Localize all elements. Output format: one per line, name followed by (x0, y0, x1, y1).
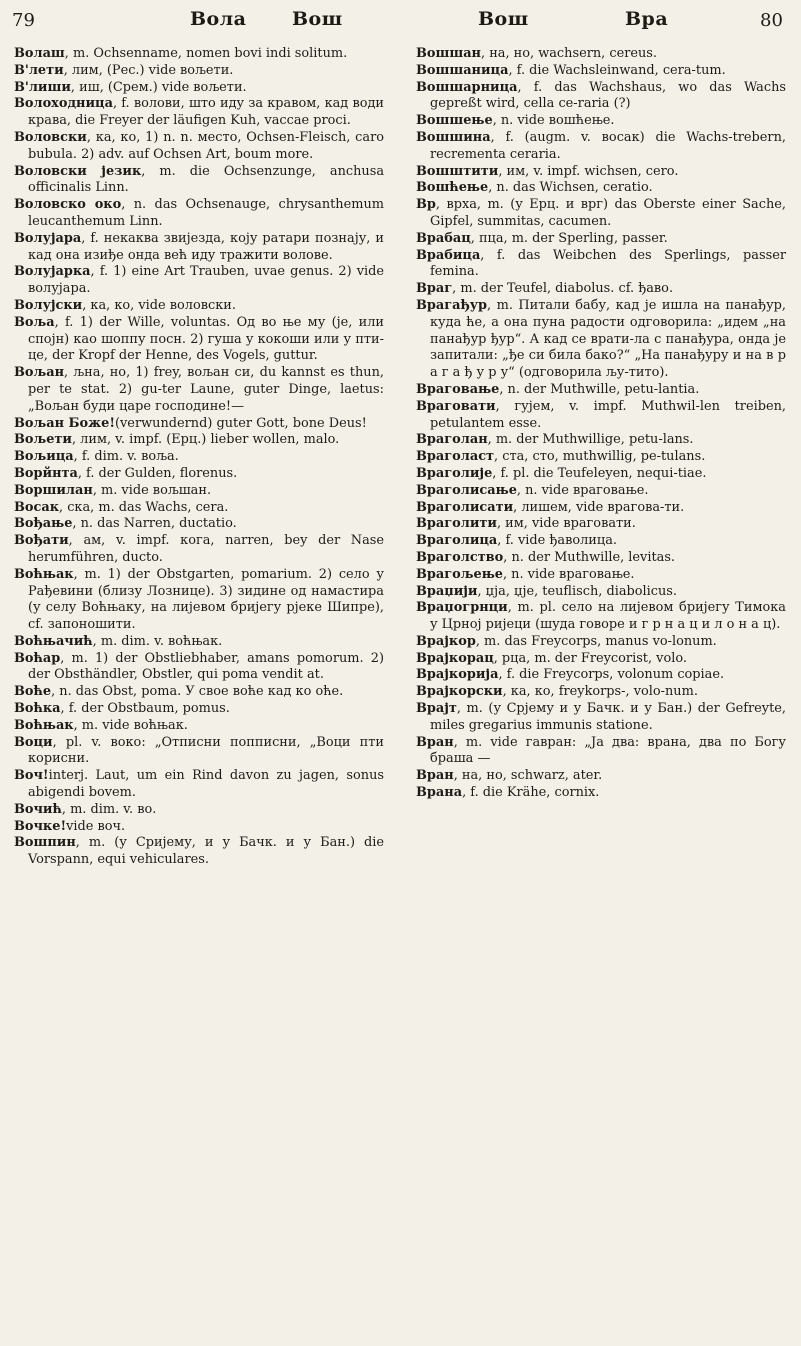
entry-definition: , n. vide враговање. (502, 566, 635, 582)
dictionary-entry (416, 667, 786, 684)
entry-headword: Вран (416, 768, 454, 784)
dictionary-entry (14, 432, 384, 449)
entry-headword: Враголан (416, 432, 488, 448)
entry-definition: , f. die Freycorps, volonum copiae. (498, 667, 725, 683)
entry-headword: Врајт (416, 701, 457, 717)
entry-headword: Врана (416, 785, 463, 801)
entry-definition: , f. der Gulden, florenus. (77, 465, 238, 481)
entry-definition: , f. pl. die Teufeleyen, nequi-tiae. (492, 465, 707, 481)
entry-definition: , n. vide враговање. (516, 482, 649, 498)
entry-headword: Вошшаница (416, 62, 509, 78)
dictionary-entry (14, 500, 384, 517)
page-header (0, 0, 801, 40)
dictionary-entry (416, 197, 786, 231)
dictionary-entry (14, 365, 384, 415)
entry-headword: Врајкор (416, 633, 476, 649)
entry-definition: , ка, ко, vide воловски. (82, 297, 236, 313)
dictionary-entry (14, 483, 384, 500)
entry-definition: , лим, (Рес.) vide вољети. (63, 62, 234, 78)
dictionary-entry (14, 63, 384, 80)
entry-headword: Воће (14, 684, 52, 700)
entry-headword: Врајкорија (416, 667, 499, 683)
entry-headword: Вошштити (416, 163, 499, 179)
entry-definition: , ста, сто, muthwillig, pe-tulans. (494, 449, 706, 465)
dictionary-entry (14, 416, 384, 433)
entry-headword: Вошпин (14, 835, 76, 851)
entry-definition: , m. vide гавран: „Ја два: врана, два по Богу браша — (430, 734, 786, 767)
entry-headword: Воци (14, 734, 53, 750)
entry-definition: , n. vide вошћење. (492, 113, 615, 129)
dictionary-entry (416, 231, 786, 248)
right-running-head-first: Вош (478, 8, 529, 30)
entry-definition: , m. Питали бабу, кад је ишла на панађур, куда ће, а она пуна радости одговорила: „идем „на панађур ђур“. А кад се врати-ла с панађура, онда је запитали: „ђе си била бако?“ „На панађуру и на в р а г а ђ у р у“ (одговорила љу-тито). (430, 297, 786, 381)
entry-definition: , им, vide враговати. (496, 516, 636, 532)
dictionary-entry (416, 399, 786, 433)
entry-definition: , им, v. impf. wichsen, cero. (498, 163, 679, 179)
dictionary-entry (14, 96, 384, 130)
entry-headword: Врагађур (416, 297, 488, 313)
entry-definition: , на, но, schwarz, ater. (453, 768, 603, 784)
dictionary-entry (14, 802, 384, 819)
entry-headword: Враголисати (416, 499, 514, 515)
dictionary-entry (416, 248, 786, 282)
entry-definition: , f. 1) der Wille, voluntas. Од во ње му (је, или спојн) као шоппу посн. 2) гуша у кокоши или у пти-це, der Kropf der Henne, des Vogels, guttur. (28, 314, 384, 364)
entry-definition: , лишем, vide врагова-ти. (513, 499, 685, 515)
entry-definition: , ка, ко, freykorps-, volo-num. (502, 684, 698, 700)
dictionary-entry (416, 516, 786, 533)
dictionary-entry (416, 113, 786, 130)
entry-headword: Враговање (416, 381, 500, 397)
entry-headword: Вођање (14, 516, 73, 532)
entry-definition: , m. (у Сријему, и у Бачк. и у Бан.) die Vorspann, equi vehiculares. (28, 835, 384, 868)
entry-headword: Вољан Боже! (14, 415, 115, 431)
entry-headword: Воловско око (14, 197, 122, 213)
dictionary-entry (416, 768, 786, 785)
entry-headword: Воч! (14, 768, 49, 784)
right-column (416, 46, 786, 1340)
entry-definition: , иш, (Срем.) vide вољети. (70, 79, 247, 95)
entry-headword: Вошшење (416, 113, 493, 129)
entry-headword: Вољети (14, 432, 72, 448)
dictionary-entry (14, 298, 384, 315)
entry-headword: Ворйнта (14, 465, 78, 481)
entry-headword: Воћњачић (14, 633, 93, 649)
entry-definition: , n. das Ochsenauge, chrysanthemum leucanthemum Linn. (28, 197, 384, 229)
entry-headword: Вошшарница (416, 79, 518, 95)
dictionary-entry (14, 449, 384, 466)
entry-headword: Враголство (416, 549, 504, 565)
entry-definition: , f. die Krähe, cornix. (462, 785, 600, 801)
entry-definition: , f. das Wachshaus, wo das Wachs gepreßt wird, cella ce-raria (?) (430, 79, 786, 112)
left-page-number: 79 (12, 10, 35, 31)
entry-headword: Врајкорски (416, 684, 503, 700)
entry-headword: Врабица (416, 247, 481, 263)
entry-definition: , џја, џје, teuflisch, diabolicus. (477, 583, 678, 599)
entry-definition: , ска, m. das Wachs, cera. (59, 499, 229, 515)
entry-definition: , пца, m. der Sperling, passer. (470, 230, 668, 246)
entry-headword: Волоходница (14, 96, 113, 112)
entry-headword: Враголити (416, 516, 497, 532)
entry-definition: , ам, v. impf. кога, narren, bey der Nase herumführen, ducto. (28, 533, 384, 565)
entry-headword: Воршилан (14, 482, 93, 498)
dictionary-entry (416, 449, 786, 466)
right-page-number: 80 (760, 10, 783, 31)
dictionary-entry (14, 684, 384, 701)
entry-headword: Вр (416, 197, 436, 213)
entry-headword: В'лиши (14, 79, 71, 95)
entry-definition: , n. das Obst, poma. У свое воће кад ко оће. (51, 684, 344, 700)
dictionary-entry (14, 315, 384, 365)
dictionary-entry (416, 432, 786, 449)
entry-definition: , m. die Ochsenzunge, anchusa officinalis Linn. (28, 163, 384, 196)
dictionary-entry (14, 231, 384, 265)
entry-definition: , m. vide вољшан. (92, 482, 212, 498)
dictionary-entry (416, 651, 786, 668)
dictionary-entry (416, 701, 786, 735)
entry-headword: Вочић (14, 801, 62, 817)
entry-definition: , f. vide ђаволица. (497, 533, 617, 549)
entry-definition: , f. 1) eine Art Trauben, uvae genus. 2) vide волујара. (28, 264, 384, 297)
entry-definition: , pl. v. воко: „Отписни попписни, „Воци пти корисни. (28, 734, 384, 767)
entry-definition: interj. Laut, um ein Rind davon zu jagen, sonus abigendi bovem. (28, 768, 384, 801)
dictionary-entry (416, 634, 786, 651)
entry-definition: , n. das Wichsen, ceratio. (488, 180, 653, 196)
entry-definition: , m. der Muthwillige, petu-lans. (487, 432, 694, 448)
dictionary-entry (416, 500, 786, 517)
entry-definition: , гујем, v. impf. Muthwil-len treiben, petulantem esse. (430, 398, 786, 431)
dictionary-entry (14, 735, 384, 769)
dictionary-entry (416, 584, 786, 601)
dictionary-entry (416, 735, 786, 769)
left-running-head-first: Вола (190, 8, 247, 30)
entry-definition: , m. dim. v. во. (61, 801, 157, 817)
entry-headword: Волујски (14, 297, 83, 313)
entry-definition: , m. pl. село на лијевом бријегу Тимока у Црној ријеци (шуда говоре и г р н а ц и л о н а ц). (430, 600, 786, 633)
entry-headword: Вошшина (416, 129, 491, 145)
dictionary-entry (14, 567, 384, 634)
dictionary-entry (416, 600, 786, 634)
entry-headword: Враголије (416, 465, 493, 481)
entry-definition: , m. der Teufel, diabolus. cf. ђаво. (452, 281, 674, 297)
dictionary-entry (14, 516, 384, 533)
dictionary-entry (14, 466, 384, 483)
entry-definition: , m. dim. v. воћњак. (92, 633, 223, 649)
right-running-head-last: Вра (625, 8, 669, 30)
entry-headword: Вољан (14, 365, 65, 381)
entry-headword: Восак (14, 499, 60, 515)
dictionary-entry (14, 46, 384, 63)
entry-headword: Врабац (416, 230, 471, 246)
entry-headword: Волујара (14, 230, 82, 246)
entry-headword: Волујарка (14, 264, 91, 280)
entry-headword: Враголисање (416, 482, 517, 498)
entry-headword: Воловски (14, 129, 87, 145)
entry-definition: , n. der Muthwille, petu-lantia. (499, 381, 700, 397)
entry-definition: , f. der Obstbaum, pomus. (60, 701, 230, 717)
dictionary-entry (416, 63, 786, 80)
dictionary-entry (416, 80, 786, 114)
dictionary-entry (416, 533, 786, 550)
entry-headword: Воловски језик (14, 163, 142, 179)
dictionary-entry (416, 130, 786, 164)
entry-definition: , m. 1) der Obstgarten, pomarium. 2) село у Рађевини (близу Лознице). 3) зидине од намастира (у селу Воћњаку, на лијевом бријегу рјеке Шипре), cf. запоношити. (28, 566, 384, 633)
entry-definition: , f. die Wachsleinwand, cera-tum. (508, 62, 726, 78)
entry-definition: , љна, но, 1) frey, вољан си, du kannst es thun, per te stat. 2) gu-ter Laune, guter Dinge, laetus: „Вољан буди царе господине!— (28, 365, 384, 414)
dictionary-entry (416, 684, 786, 701)
entry-definition: (verwundernd) guter Gott, bone Deus! (115, 415, 367, 431)
entry-headword: Врајкорац (416, 650, 494, 666)
left-running-head-last: Вош (292, 8, 343, 30)
entry-definition: vide воч. (66, 818, 126, 834)
entry-definition: , на, но, wachsern, cereus. (481, 46, 658, 61)
entry-definition: , лим, v. impf. (Ерц.) lieber wollen, malo. (71, 432, 340, 448)
entry-definition: , m. 1) der Obstliebhaber, amans pomorum. 2) der Obsthändler, Obstler, qui poma vendit at. (28, 650, 384, 683)
entry-headword: Враговати (416, 398, 496, 414)
entry-definition: , рца, m. der Freycorist, volo. (493, 650, 687, 666)
dictionary-entry (14, 651, 384, 685)
entry-headword: Вочке! (14, 818, 67, 834)
entry-headword: Волаш (14, 46, 65, 61)
entry-headword: Воћњак (14, 717, 74, 733)
entry-definition: , m. das Freycorps, manus vo-lonum. (475, 633, 717, 649)
entry-definition: , врха, m. (у Ерц. и врг) das Oberste einer Sache, Gipfel, summitas, cacumen. (430, 197, 786, 229)
entry-headword: Вољица (14, 449, 74, 465)
dictionary-entry (14, 80, 384, 97)
entry-definition: , f. некаква звијезда, коју ратари познају, и кад она изиђе онда већ иду тражити волове. (28, 230, 384, 263)
entry-headword: Врагољење (416, 566, 503, 582)
entry-definition: , f. dim. v. воља. (73, 449, 179, 465)
dictionary-entry (416, 567, 786, 584)
dictionary-entry (14, 718, 384, 735)
entry-headword: Враголаст (416, 449, 495, 465)
dictionary-entry (14, 634, 384, 651)
dictionary-entry (416, 382, 786, 399)
entry-definition: , n. das Narren, ductatio. (72, 516, 237, 532)
dictionary-entry (416, 483, 786, 500)
entry-headword: Вошшан (416, 46, 481, 61)
entry-headword: Вођати (14, 533, 69, 549)
dictionary-entry (14, 164, 384, 198)
dictionary-entry (14, 768, 384, 802)
entry-headword: Воћка (14, 701, 61, 717)
entry-headword: В'лети (14, 62, 64, 78)
entry-definition: , f. (augm. v. восак) die Wachs-trebern, recrementa ceraria. (430, 129, 786, 162)
entry-definition: , ка, ко, 1) n. n. место, Ochsen-Fleisch, caro bubula. 2) adv. auf Ochsen Art, boum more. (28, 129, 384, 162)
entry-definition: , m. (у Срјему и у Бачк. и у Бан.) der Gefreyte, miles gregarius immunis statione. (430, 701, 786, 733)
entry-headword: Враголица (416, 533, 498, 549)
dictionary-entry (416, 164, 786, 181)
entry-definition: , f. волови, што иду за кравом, кад води крава, die Freyer der läufigen Kuh, vaccae proci. (28, 96, 384, 129)
dictionary-entry (416, 180, 786, 197)
entry-headword: Враџогрнци (416, 600, 508, 616)
entry-definition: , n. der Muthwille, levitas. (503, 549, 676, 565)
dictionary-entry (416, 466, 786, 483)
entry-headword: Воћар (14, 650, 61, 666)
entry-definition: , m. Ochsenname, nomen bovi indi solitum. (64, 46, 348, 61)
dictionary-entry (416, 46, 786, 63)
entry-definition: , m. vide воћњак. (73, 717, 188, 733)
dictionary-entry (14, 701, 384, 718)
dictionary-entry (14, 835, 384, 869)
dictionary-entry (416, 298, 786, 382)
dictionary-entry (14, 130, 384, 164)
dictionary-entry (416, 281, 786, 298)
dictionary-entry (14, 533, 384, 567)
left-column (14, 46, 384, 1340)
entry-headword: Враџији (416, 583, 478, 599)
dictionary-entry (416, 550, 786, 567)
dictionary-entry (416, 785, 786, 802)
entry-definition: , f. das Weibchen des Sperlings, passer femina. (430, 247, 786, 280)
entry-headword: Вошћење (416, 180, 489, 196)
entry-headword: Воћњак (14, 566, 74, 582)
entry-headword: Враг (416, 281, 453, 297)
dictionary-entry (14, 819, 384, 836)
dictionary-entry (14, 264, 384, 298)
entry-headword: Вран (416, 734, 454, 750)
entry-headword: Воља (14, 314, 55, 330)
dictionary-entry (14, 197, 384, 231)
